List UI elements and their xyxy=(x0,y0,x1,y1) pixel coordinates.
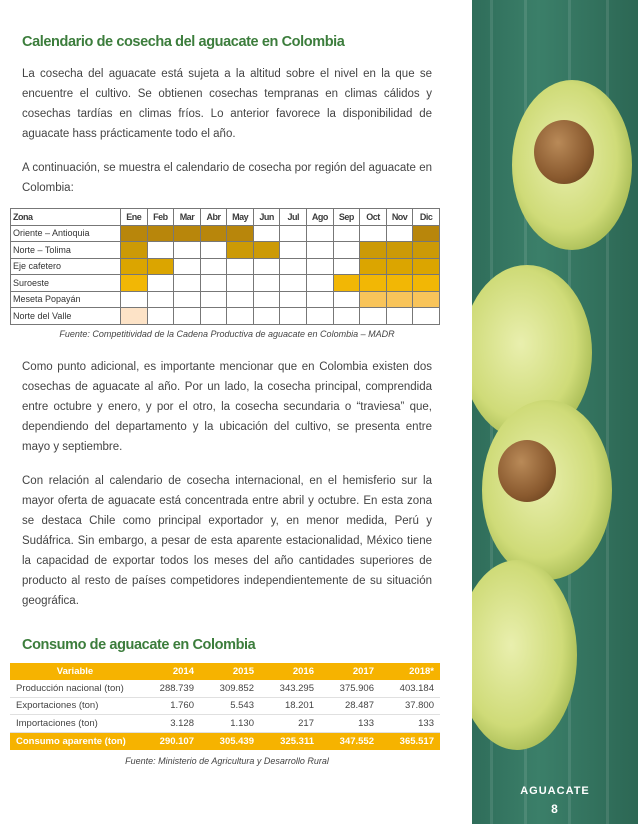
harvest-calendar-title: Calendario de cosecha del aguacate en Colombia xyxy=(22,34,345,50)
month-header: Sep xyxy=(333,209,360,226)
month-header: Jul xyxy=(280,209,307,226)
harvest-cell-empty xyxy=(227,291,254,308)
harvest-cell-empty xyxy=(307,291,334,308)
month-header: Feb xyxy=(147,209,174,226)
harvest-cell-active xyxy=(174,225,201,242)
harvest-cell-empty xyxy=(200,275,227,292)
brand-label: AGUACATE xyxy=(520,785,590,797)
harvest-cell-active xyxy=(360,258,387,275)
consumption-row xyxy=(10,697,440,715)
harvest-cell-active xyxy=(360,275,387,292)
consumption-cell: Importaciones (ton) xyxy=(10,715,140,733)
harvest-cell-empty xyxy=(200,258,227,275)
harvest-cell-empty xyxy=(121,291,148,308)
harvest-cell-empty xyxy=(147,275,174,292)
zone-label: Meseta Popayán xyxy=(11,291,121,308)
consumption-table xyxy=(10,663,440,750)
harvest-cell-empty xyxy=(227,308,254,325)
harvest-cell-empty xyxy=(280,275,307,292)
harvest-cell-empty xyxy=(227,258,254,275)
consumption-row xyxy=(10,680,440,698)
harvest-cell-active xyxy=(413,225,440,242)
consumption-total-cell: Consumo aparente (ton) xyxy=(10,732,140,750)
harvest-cell-active xyxy=(121,308,148,325)
harvest-cell-active xyxy=(200,225,227,242)
harvest-cell-empty xyxy=(333,242,360,259)
harvest-cell-empty xyxy=(253,308,280,325)
harvest-cell-active xyxy=(121,242,148,259)
month-header: Ene xyxy=(121,209,148,226)
calendar-row xyxy=(11,291,440,308)
consumption-cell: Exportaciones (ton) xyxy=(10,697,140,715)
harvest-cell-active xyxy=(360,242,387,259)
month-header: Jun xyxy=(253,209,280,226)
harvest-cell-empty xyxy=(333,308,360,325)
harvest-cell-empty xyxy=(174,291,201,308)
harvest-cell-empty xyxy=(280,225,307,242)
harvest-cell-empty xyxy=(174,258,201,275)
harvest-cell-empty xyxy=(280,291,307,308)
harvest-cell-active xyxy=(147,225,174,242)
avocado-half-image xyxy=(512,80,632,250)
harvest-cell-empty xyxy=(386,308,413,325)
consumption-cell: 375.906 xyxy=(320,680,380,698)
consumption-cell: 28.487 xyxy=(320,697,380,715)
consumption-cell: 18.201 xyxy=(260,697,320,715)
consumption-header-cell: 2016 xyxy=(260,663,320,680)
harvest-cell-empty xyxy=(413,308,440,325)
harvest-cell-active xyxy=(413,258,440,275)
calendar-row xyxy=(11,225,440,242)
month-header: Nov xyxy=(386,209,413,226)
consumption-header-cell: 2017 xyxy=(320,663,380,680)
harvest-cell-empty xyxy=(280,258,307,275)
consumption-cell: 1.760 xyxy=(140,697,200,715)
harvest-cell-active xyxy=(413,291,440,308)
consumption-cell: 37.800 xyxy=(380,697,440,715)
harvest-cell-active xyxy=(121,258,148,275)
harvest-cell-empty xyxy=(253,291,280,308)
zone-label: Norte del Valle xyxy=(11,308,121,325)
consumption-total-cell: 290.107 xyxy=(140,732,200,750)
harvest-cell-empty xyxy=(333,258,360,275)
month-header: Ago xyxy=(307,209,334,226)
harvest-cell-empty xyxy=(200,242,227,259)
harvest-cell-active xyxy=(413,275,440,292)
consumption-total-cell: 325.311 xyxy=(260,732,320,750)
calendar-row xyxy=(11,242,440,259)
month-header: Abr xyxy=(200,209,227,226)
zone-label: Suroeste xyxy=(11,275,121,292)
harvest-cell-empty xyxy=(147,242,174,259)
page-number: 8 xyxy=(551,802,559,816)
harvest-cell-empty xyxy=(227,275,254,292)
consumption-cell: 288.739 xyxy=(140,680,200,698)
harvest-cell-empty xyxy=(174,275,201,292)
consumption-cell: 217 xyxy=(260,715,320,733)
consumption-cell: 133 xyxy=(380,715,440,733)
harvest-cell-empty xyxy=(280,242,307,259)
harvest-cell-active xyxy=(333,275,360,292)
harvest-cell-active xyxy=(147,258,174,275)
harvest-cell-empty xyxy=(360,308,387,325)
consumption-cell: 5.543 xyxy=(200,697,260,715)
harvest-cell-empty xyxy=(280,308,307,325)
month-header: Oct xyxy=(360,209,387,226)
calendar-row xyxy=(11,308,440,325)
harvest-cell-empty xyxy=(333,291,360,308)
calendar-row xyxy=(11,258,440,275)
consumption-total-cell: 347.552 xyxy=(320,732,380,750)
month-header: Mar xyxy=(174,209,201,226)
harvest-cell-active xyxy=(386,242,413,259)
consumption-total-row xyxy=(10,732,440,750)
harvest-cell-active xyxy=(386,258,413,275)
consumption-cell: Producción nacional (ton) xyxy=(10,680,140,698)
harvest-cell-active xyxy=(227,242,254,259)
consumption-total-cell: 365.517 xyxy=(380,732,440,750)
decorative-side-panel xyxy=(472,0,638,824)
consumption-header-row xyxy=(10,663,440,680)
harvest-cell-active xyxy=(386,275,413,292)
harvest-cell-active xyxy=(386,291,413,308)
consumption-cell: 309.852 xyxy=(200,680,260,698)
harvest-cell-active xyxy=(121,225,148,242)
zone-header: Zona xyxy=(11,209,121,226)
consumption-row xyxy=(10,715,440,733)
harvest-cell-empty xyxy=(360,225,387,242)
harvest-cell-empty xyxy=(307,258,334,275)
consumption-cell: 133 xyxy=(320,715,380,733)
calendar-header-row xyxy=(11,209,440,226)
harvest-cell-active xyxy=(227,225,254,242)
page-brand xyxy=(472,782,638,818)
harvest-cell-empty xyxy=(333,225,360,242)
harvest-cell-empty xyxy=(174,242,201,259)
harvest-cell-empty xyxy=(307,275,334,292)
consumption-cell: 343.295 xyxy=(260,680,320,698)
consumption-total-cell: 305.439 xyxy=(200,732,260,750)
harvest-cell-empty xyxy=(147,308,174,325)
harvest-cell-active xyxy=(413,242,440,259)
zone-label: Norte – Tolima xyxy=(11,242,121,259)
harvest-cell-empty xyxy=(307,242,334,259)
consumption-title: Consumo de aguacate en Colombia xyxy=(22,636,256,653)
harvest-cell-empty xyxy=(200,308,227,325)
avocado-half-image xyxy=(482,400,612,580)
consumption-source-caption: Fuente: Ministerio de Agricultura y Desarrollo Rural xyxy=(125,755,329,766)
calendar-source-caption: Fuente: Competitividad de la Cadena Productiva de aguacate en Colombia – MADR xyxy=(59,328,395,339)
calendar-row xyxy=(11,275,440,292)
harvest-cell-empty xyxy=(174,308,201,325)
month-header: May xyxy=(227,209,254,226)
consumption-header-cell: Variable xyxy=(10,663,140,680)
harvest-cell-empty xyxy=(307,225,334,242)
consumption-cell: 3.128 xyxy=(140,715,200,733)
main-content xyxy=(13,34,434,766)
zone-label: Eje cafetero xyxy=(11,258,121,275)
consumption-header-cell: 2015 xyxy=(200,663,260,680)
harvest-cell-empty xyxy=(147,291,174,308)
harvest-cell-empty xyxy=(253,275,280,292)
harvest-cell-empty xyxy=(386,225,413,242)
paragraph-two-harvests: Como punto adicional, es importante mencionar que en Colombia existen dos cosechas de aguacate al año. Por un lado, la cosecha principal, comprendida entre octubre y enero, y por el otro, la cosecha secundaria o “traviesa” que, dependiendo del departamento y la ubicación del cultivo, se presenta entre mayo y septiembre. xyxy=(22,360,432,453)
harvest-cell-empty xyxy=(307,308,334,325)
harvest-calendar-table xyxy=(10,208,440,325)
consumption-cell: 1.130 xyxy=(200,715,260,733)
zone-label: Oriente – Antioquia xyxy=(11,225,121,242)
harvest-cell-active xyxy=(253,242,280,259)
paragraph-altitude: La cosecha del aguacate está sujeta a la altitud sobre el nivel en la que se encuentre el cultivo. Se obtienen cosechas tempranas en climas cálidos y cosechas tardías en climas fríos. Lo anterior favorece la disponibilidad de aguacate hass prácticamente todo el año. xyxy=(22,68,432,140)
harvest-cell-empty xyxy=(253,258,280,275)
harvest-cell-empty xyxy=(253,225,280,242)
consumption-header-cell: 2014 xyxy=(140,663,200,680)
month-header: Dic xyxy=(413,209,440,226)
paragraph-calendar-intro: A continuación, se muestra el calendario de cosecha por región del aguacate en Colombia: xyxy=(22,162,432,194)
harvest-cell-active xyxy=(121,275,148,292)
paragraph-international: Con relación al calendario de cosecha internacional, en el hemisferio sur la mayor oferta de aguacate está concentrada entre abril y octubre. En esta zona se destaca Chile como principal exportador y, en menor medida, Perú y Sudáfrica. Sin embargo, a pesar de esta aparente estacionalidad, México tiene la capacidad de exportar todos los meses del año cantidades superiores de producto al resto de países competidores independientemente de su situación geográfica. xyxy=(22,474,432,607)
avocado-half-image xyxy=(472,560,577,750)
harvest-cell-active xyxy=(360,291,387,308)
consumption-header-cell: 2018* xyxy=(380,663,440,680)
harvest-cell-empty xyxy=(200,291,227,308)
consumption-cell: 403.184 xyxy=(380,680,440,698)
